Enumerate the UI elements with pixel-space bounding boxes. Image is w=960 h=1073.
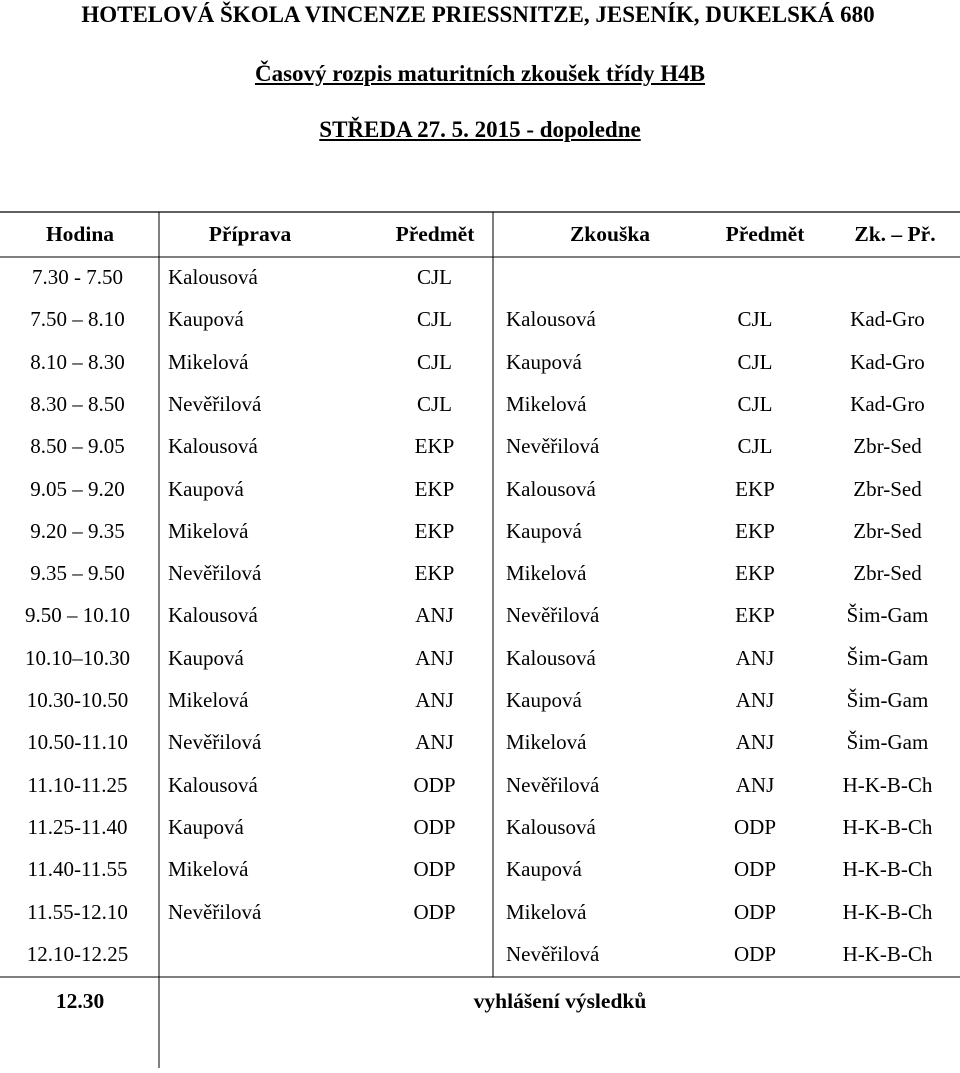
cell-examiners: H-K-B-Ch [842, 815, 933, 839]
cell-time: 9.35 – 9.50 [30, 561, 125, 585]
cell-exam-subject: ODP [733, 900, 776, 924]
cell-subject: EKP [414, 519, 455, 543]
cell-examiners: Zbr-Sed [853, 561, 922, 585]
cell-exam: Kalousová [506, 815, 596, 839]
cell-time: 10.10–10.30 [25, 646, 130, 670]
cell-time: 11.10-11.25 [27, 773, 128, 797]
cell-exam-subject: CJL [737, 434, 773, 458]
results-announcement: vyhlášení výsledků [473, 989, 647, 1013]
cell-examiners: Šim-Gam [846, 603, 929, 627]
cell-exam: Mikelová [506, 900, 587, 924]
school-name: HOTELOVÁ ŠKOLA VINCENZE PRIESSNITZE, JESENÍK, DUKELSKÁ 680 [81, 2, 875, 27]
cell-examiners: Šim-Gam [846, 730, 929, 754]
cell-examiners: Zbr-Sed [853, 477, 922, 501]
cell-exam: Kalousová [506, 477, 596, 501]
cell-subject: ODP [413, 857, 456, 881]
cell-preparation: Kaupová [168, 815, 244, 839]
cell-subject: CJL [416, 307, 452, 331]
cell-exam-subject: ODP [733, 815, 776, 839]
cell-preparation: Mikelová [168, 350, 249, 374]
cell-time: 9.05 – 9.20 [30, 477, 125, 501]
cell-exam: Nevěřilová [506, 603, 600, 627]
results-time: 12.30 [55, 989, 105, 1013]
cell-exam-subject: ANJ [735, 730, 775, 754]
cell-exam: Nevěřilová [506, 942, 600, 966]
cell-subject: EKP [414, 434, 455, 458]
cell-subject: ODP [413, 773, 456, 797]
cell-time: 7.50 – 8.10 [30, 307, 125, 331]
column-header-time: Hodina [45, 222, 115, 246]
cell-subject: ODP [413, 815, 456, 839]
cell-examiners: H-K-B-Ch [842, 857, 933, 881]
cell-time: 8.30 – 8.50 [30, 392, 125, 416]
cell-time: 11.40-11.55 [27, 857, 128, 881]
cell-preparation: Nevěřilová [168, 730, 262, 754]
cell-subject: ANJ [415, 688, 454, 712]
cell-examiners: Kad-Gro [850, 392, 925, 416]
cell-exam-subject: ANJ [735, 646, 775, 670]
cell-examiners: H-K-B-Ch [842, 900, 933, 924]
cell-exam-subject: ODP [733, 857, 776, 881]
cell-exam: Mikelová [506, 561, 587, 585]
cell-exam-subject: EKP [735, 519, 775, 543]
cell-examiners: H-K-B-Ch [842, 942, 933, 966]
cell-preparation: Mikelová [168, 519, 249, 543]
cell-preparation: Nevěřilová [168, 392, 262, 416]
cell-examiners: Zbr-Sed [853, 519, 922, 543]
cell-preparation: Mikelová [168, 857, 249, 881]
cell-time: 9.50 – 10.10 [25, 603, 130, 627]
cell-exam-subject: EKP [735, 603, 775, 627]
column-header-exam-subject: Předmět [725, 222, 805, 246]
document-title: Časový rozpis maturitních zkoušek třídy H4B [254, 61, 706, 86]
cell-exam-subject: ANJ [735, 773, 775, 797]
cell-exam: Mikelová [506, 392, 587, 416]
cell-exam: Kaupová [506, 857, 582, 881]
cell-subject: EKP [414, 561, 455, 585]
cell-examiners: Zbr-Sed [853, 434, 922, 458]
cell-time: 9.20 – 9.35 [30, 519, 125, 543]
cell-preparation: Kaupová [168, 646, 244, 670]
cell-exam-subject: CJL [737, 350, 773, 374]
cell-preparation: Kalousová [168, 434, 258, 458]
cell-exam-subject: CJL [737, 307, 773, 331]
cell-examiners: Kad-Gro [850, 350, 925, 374]
column-header-preparation: Příprava [208, 222, 292, 246]
cell-preparation: Kaupová [168, 307, 244, 331]
cell-time: 7.30 - 7.50 [32, 265, 123, 289]
cell-subject: ANJ [415, 646, 454, 670]
cell-subject: CJL [416, 265, 452, 289]
cell-time: 11.25-11.40 [27, 815, 128, 839]
cell-exam: Kalousová [506, 646, 596, 670]
cell-time: 10.30-10.50 [26, 688, 129, 712]
cell-examiners: H-K-B-Ch [842, 773, 933, 797]
cell-examiners: Šim-Gam [846, 688, 929, 712]
cell-exam: Mikelová [506, 730, 587, 754]
cell-time: 12.10-12.25 [26, 942, 129, 966]
cell-preparation: Nevěřilová [168, 900, 262, 924]
cell-preparation: Nevěřilová [168, 561, 262, 585]
cell-preparation: Mikelová [168, 688, 249, 712]
cell-exam: Kalousová [506, 307, 596, 331]
cell-examiners: Kad-Gro [850, 307, 925, 331]
cell-subject: ANJ [415, 730, 454, 754]
cell-subject: ANJ [415, 603, 454, 627]
cell-exam: Nevěřilová [506, 773, 600, 797]
cell-preparation: Kalousová [168, 773, 258, 797]
cell-time: 8.50 – 9.05 [30, 434, 125, 458]
cell-exam-subject: ANJ [735, 688, 775, 712]
cell-preparation: Kalousová [168, 603, 258, 627]
cell-exam-subject: CJL [737, 392, 773, 416]
cell-preparation: Kalousová [168, 265, 258, 289]
cell-exam: Kaupová [506, 688, 582, 712]
cell-examiners: Šim-Gam [846, 646, 929, 670]
cell-exam-subject: EKP [735, 561, 775, 585]
cell-exam: Nevěřilová [506, 434, 600, 458]
cell-time: 11.55-12.10 [27, 900, 128, 924]
cell-exam: Kaupová [506, 519, 582, 543]
date-line: STŘEDA 27. 5. 2015 - dopoledne [319, 117, 641, 142]
cell-subject: ODP [413, 900, 456, 924]
cell-time: 8.10 – 8.30 [30, 350, 125, 374]
cell-exam: Kaupová [506, 350, 582, 374]
cell-subject: CJL [416, 392, 452, 416]
cell-time: 10.50-11.10 [27, 730, 128, 754]
column-header-subject: Předmět [395, 222, 475, 246]
cell-preparation: Kaupová [168, 477, 244, 501]
cell-exam-subject: ODP [733, 942, 776, 966]
column-header-examiners: Zk. – Př. [854, 222, 936, 246]
column-header-exam: Zkouška [569, 222, 651, 246]
cell-subject: EKP [414, 477, 455, 501]
cell-subject: CJL [416, 350, 452, 374]
cell-exam-subject: EKP [735, 477, 775, 501]
